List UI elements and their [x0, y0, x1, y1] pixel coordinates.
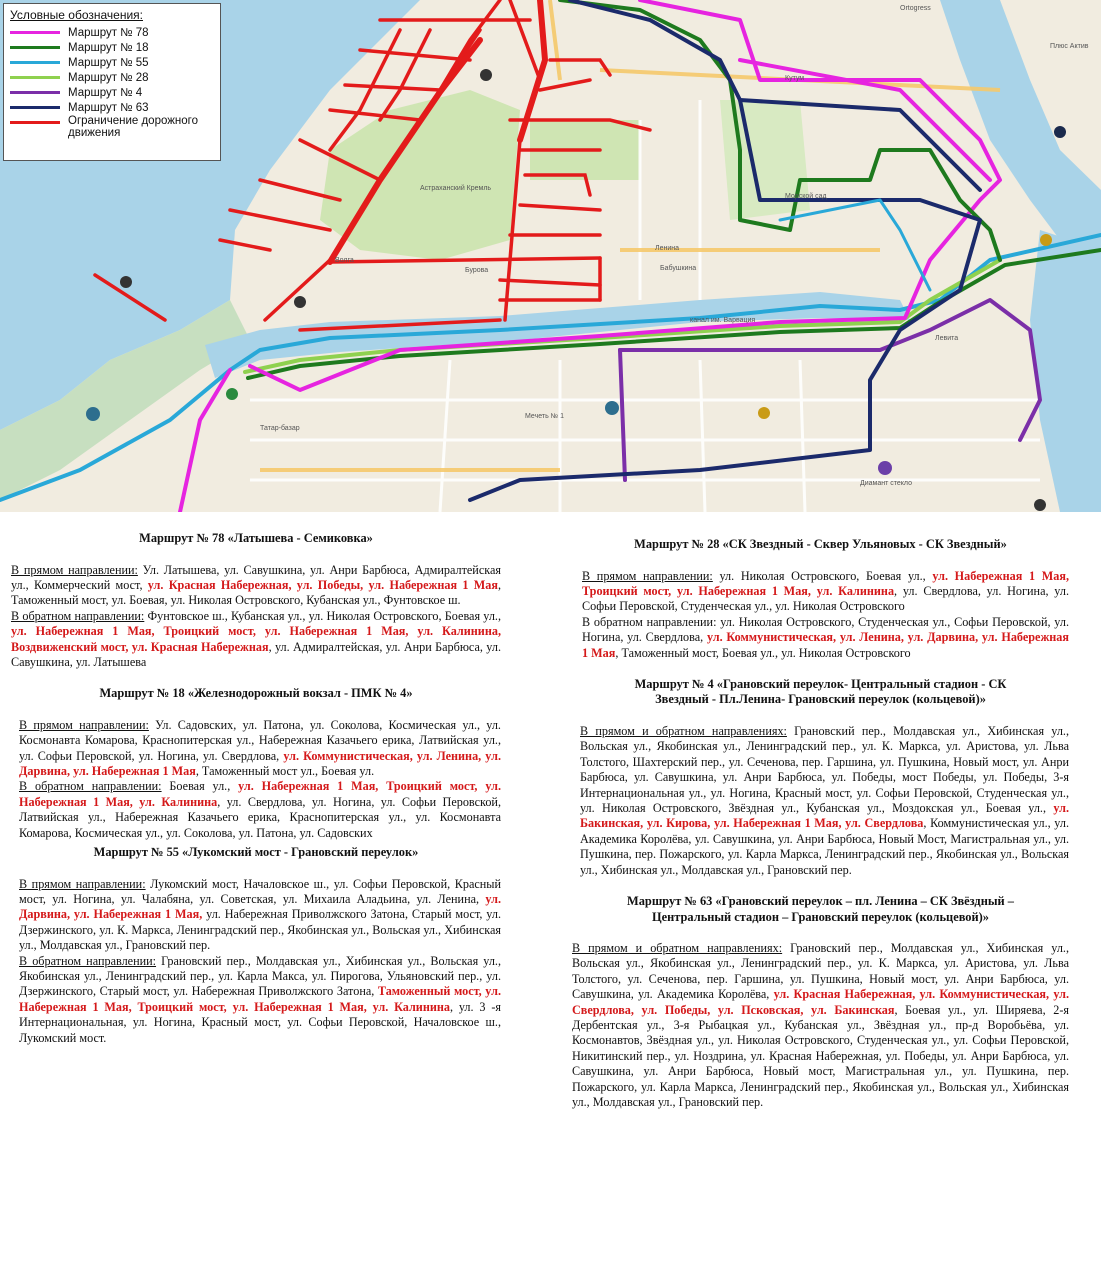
route-78-title: Маршрут № 78 «Латышева - Семиковка»	[139, 531, 373, 545]
legend-item	[10, 55, 214, 70]
map-label-babushkina: Бабушкина	[660, 265, 697, 272]
map-label-kanal: канал им. Варвация	[690, 317, 756, 324]
map-label-volga: Волга	[335, 257, 354, 264]
legend-swatch	[10, 91, 60, 94]
legend-swatch	[10, 76, 60, 79]
route-18-backward: В обратном направлении: Боевая ул., ул. Набережная 1 Мая, Троицкий мост, ул. Набережная 1 Мая, ул. Калинина, ул. Свердлова, ул. Ногина, ул. Софьи Перовской, Латвийская ул., Набережная Казачьего ерика, Краснопитерская ул., ул. Космонавта Комарова, Космическая ул., ул. Соколова, ул. Патона, ул. Садовских	[19, 779, 501, 840]
legend-item	[10, 25, 214, 40]
legend-label: Маршрут № 28	[68, 71, 149, 84]
legend-label: Ограничение дорожного движения	[68, 115, 199, 139]
map-label-burova: Бурова	[465, 267, 489, 274]
route-map	[0, 0, 1101, 512]
legend-swatch	[10, 121, 60, 124]
legend-swatch	[10, 106, 60, 109]
legend-label: Маршрут № 78	[68, 26, 149, 39]
route-28-forward: В прямом направлении: ул. Николая Островского, Боевая ул., ул. Набережная 1 Мая, Троицкий мост, ул. Набережная 1 Мая, ул. Калинина, ул. Свердлова, ул. Ногина, ул. Софьи Перовской, Студенческая ул., ул. Николая Островского	[582, 568, 1069, 614]
legend-item	[10, 100, 214, 115]
map-label-ortogress: Ortogress	[900, 5, 931, 12]
legend-label: Маршрут № 63	[68, 101, 149, 114]
route-55-backward: В обратном направлении: Грановский пер., Молдавская ул., Хибинская ул., Вольская ул., Якобинская ул., Ленинградский пер., ул. Карла Макса, ул. Пирогова, Ульяновский пер., ул. Дзержинского, Старый мост, ул. Набережная Приволжского Затона, Таможенный мост, ул. Набережная 1 Мая, Троицкий мост, ул. Набережная 1 Мая, ул. Калинина, ул. 3 -я Интернациональная, ул. Ногина, Красный мост, ул. Софьи Перовской, Началовское ш., Лукомский мост.	[19, 953, 501, 1045]
route-78-backward: В обратном направлении: Фунтовское ш., Кубанская ул., ул. Николая Островского, Боевая ул., ул. Набережная 1 Мая, Троицкий мост, ул. Набережная 1 Мая, ул. Калинина, Воздвиженский мост, ул. Красная Набережная, ул. Адмиралтейская, ул. Анри Барбюса, ул. Савушкина, ул. Латышева	[11, 608, 501, 669]
route-55-title: Маршрут № 55 «Лукомский мост - Грановский переулок»	[93, 845, 419, 860]
left-column	[11, 531, 501, 1046]
legend-item	[10, 40, 214, 55]
map-label-plus-active: Плюс Актив	[1050, 43, 1089, 50]
map-legend	[3, 3, 221, 161]
legend-swatch	[10, 61, 60, 64]
legend-label: Маршрут № 18	[68, 41, 149, 54]
route-63-title: Маршрут № 63 «Грановский переулок – пл. Ленина – СК Звёздный – Центральный стадион – Грановский переулок (кольцевой)»	[627, 894, 1014, 924]
legend-label: Маршрут № 55	[68, 56, 149, 69]
legend-title: Условные обозначения:	[10, 8, 143, 22]
map-label-lenina: Ленина	[655, 245, 680, 252]
route-28-backward: В обратном направлении: ул. Николая Островского, Студенческая ул., Софьи Перовской, ул. Ногина, ул. Свердлова, ул. Коммунистическая, ул. Ленина, ул. Дарвина, ул. Набережная 1 Мая, Таможенный мост, Боевая ул., ул. Николая Островского	[582, 614, 1069, 660]
route-4-title: Маршрут № 4 «Грановский переулок- Центральный стадион - СК Звездный - Пл.Ленина- Грановский переулок (кольцевой)»	[634, 676, 1007, 707]
route-78-forward: В прямом направлении: Ул. Латышева, ул. Савушкина, ул. Анри Барбюса, Адмиралтейская ул., Коммерческий мост, ул. Красная Набережная, ул. Победы, ул. Набережная 1 Мая, Таможенный мост, ул. Боевая, ул. Николая Островского, Кубанская ул., Фунтовское ш.	[11, 562, 501, 608]
legend-label: Маршрут № 4	[68, 86, 143, 99]
map-label-levita: Левита	[935, 335, 959, 342]
route-18-title: Маршрут № 18 «Железнодорожный вокзал - ПМК № 4»	[99, 686, 413, 701]
route-4-both: В прямом и обратном направлениях: Грановский пер., Молдавская ул., Хибинская ул., Вольская ул., Якобинская ул., Ленинградский пер., ул. К. Маркса, ул. Аристова, ул. Льва Толстого, Шахтерский пер., ул. Сеченова, пер. Гаршина, ул. Пушкина, Новый мост, ул. Анри Барбюса, ул. Савушкина, ул. Анри Барбюса, ул. Победы, мост Победы, ул. Победы, 3-я Интернациональная ул., ул. Ногина, Красный мост, ул. Софьи Перовской, Студенческая ул., ул. Николая Островского, Звёздная ул., Кубанская ул., Моздокская ул., Боевая ул., ул. Бакинская, ул. Кирова, ул. Набережная 1 Мая, ул. Свердлова, Коммунистическая ул., ул. Академика Королёва, ул. Савушкина, ул. Анри Барбюса, Новый Мост, Магистральная ул., ул. Пушкина, пер. Пожарского, ул. Карла Маркса, Ленинградский пер., Якобинская ул., Вольская ул., Хибинская ул., Молдавская ул., Грановский пер.	[580, 723, 1069, 877]
map-label-diamant: Диамант стекло	[860, 480, 912, 487]
legend-swatch	[10, 31, 60, 34]
map-label-morskoy-sad: Морской сад	[785, 193, 827, 200]
route-18-forward: В прямом направлении: Ул. Садовских, ул. Патона, ул. Соколова, Космическая ул., ул. Космонавта Комарова, Краснопитерская ул., Набережная Казачьего ерика, Латвийская ул., ул. Софьи Перовской, ул. Ногина, ул. Свердлова, ул. Коммунистическая, ул. Ленина, ул. Дарвина, ул. Набережная 1 Мая, Таможенный мост ул., Боевая ул.	[19, 717, 501, 779]
right-column	[572, 537, 1069, 1110]
map-label-kremlin: Астраханский Кремль	[420, 185, 492, 192]
route-63-both: В прямом и обратном направлениях: Грановский пер., Молдавская ул., Хибинская ул., Вольская ул., Якобинская ул., Ленинградский пер., ул. К. Маркса, ул. Аристова, ул. Льва Толстого, ул. Сеченова, пер. Гаршина, ул. Пушкина, Новый мост, ул. Анри Барбюса, ул. Савушкина, ул. Академика Королёва, ул. Красная Набережная, ул. Коммунистическая, ул. Свердлова, ул. Победы, ул. Псковская, ул. Бакинская, Боевая ул., ул. Ширяева, 2-я Дербентская ул., 3-я Рыбацкая ул., Кубанская ул., Звёздная ул., пр-д Воробьёва, ул. Космонавтов, Звёздная ул., ул. Николая Островского, Студенческая ул., ул. Софьи Перовской, Никитинский пер., ул. Ноздрина, ул. Красная Набережная, ул. Победы, ул. Анри Барбюса, ул. Савушкина, ул. Анри Барбюса, Новый мост, Магистральная ул., ул. Пушкина, пер. Пожарского, ул. Карла Маркса, Ленинградский пер., Якобинская ул., Вольская ул., Хибинская ул., Молдавская ул., Грановский пер.	[572, 941, 1069, 1110]
legend-item	[10, 70, 214, 85]
route-28-title: Маршрут № 28 «СК Звездный - Сквер Ульяновых - СК Звездный»	[634, 537, 1007, 551]
map-label-mechet: Мечеть № 1	[525, 413, 565, 420]
legend-swatch	[10, 46, 60, 49]
legend-item	[10, 115, 214, 145]
map-label-kutum: Кутум	[785, 75, 805, 82]
legend-item	[10, 85, 214, 100]
map-label-tatar-bazar: Татар-базар	[260, 425, 300, 432]
route-55-forward: В прямом направлении: Лукомский мост, Началовское ш., ул. Софьи Перовской, Красный мост, ул. Ногина, ул. Чалабяна, ул. Советская, ул. Михаила Аладьина, ул. Ленина, ул. Дарвина, ул. Набережная 1 Мая, ул. Набережная Приволжского Затона, Старый мост, ул. Дзержинского, ул. К. Маркса, Ленинградский пер., Якобинская ул., Вольская ул., Хибинская ул., Молдавская ул., Грановский пер.	[19, 876, 501, 953]
